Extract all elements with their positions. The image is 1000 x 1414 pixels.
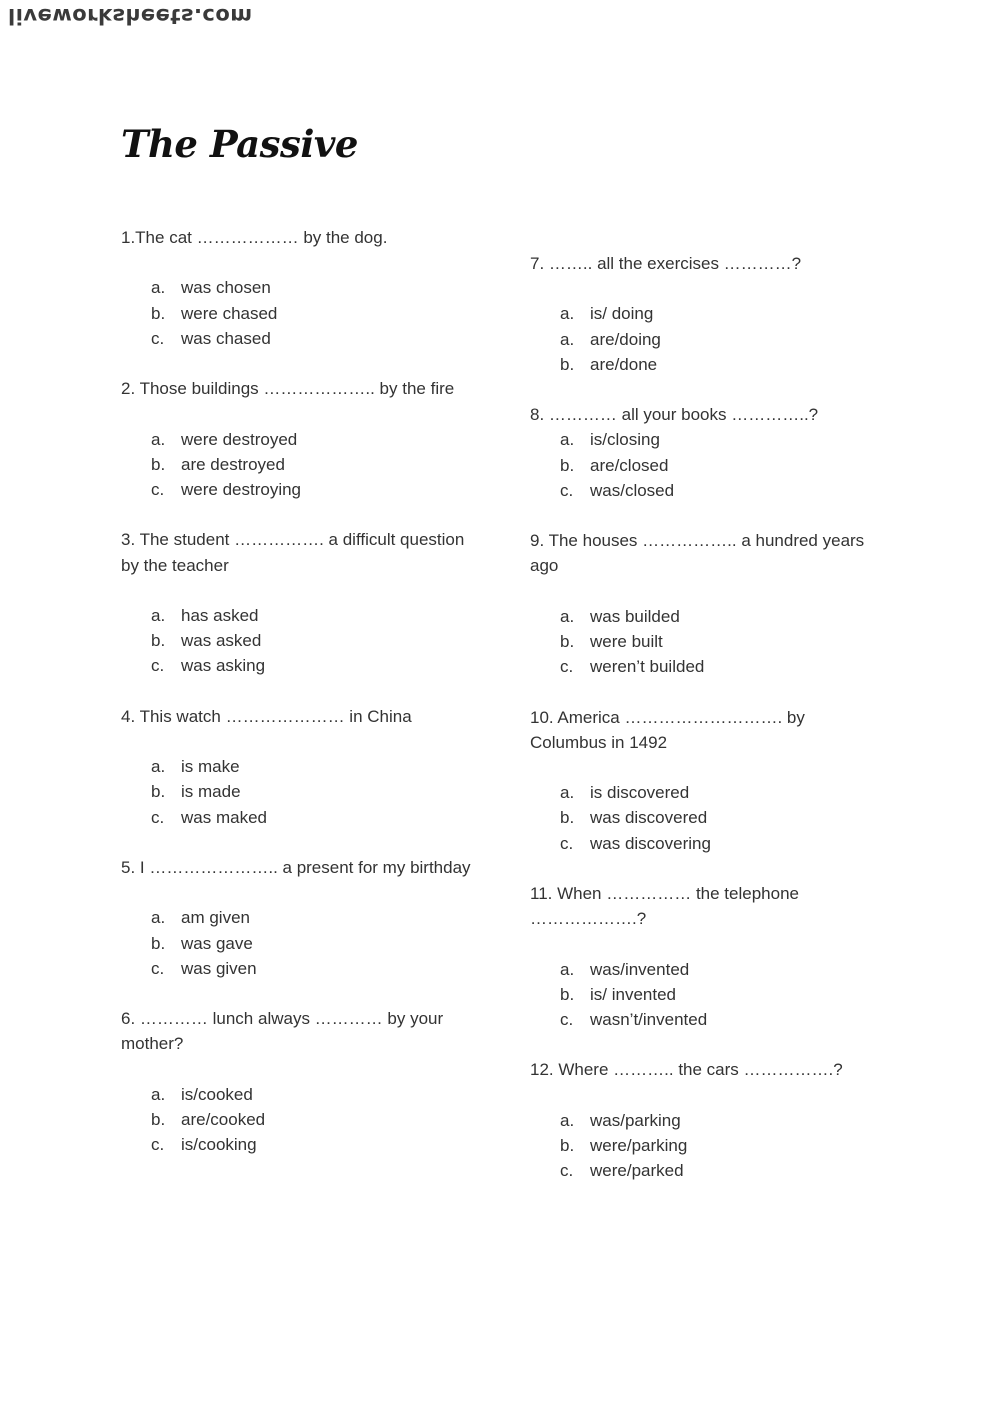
options-list: [121, 1082, 471, 1158]
option-text: wasn’t/invented: [590, 1009, 708, 1029]
option-a[interactable]: [530, 1108, 880, 1133]
option-b[interactable]: [530, 982, 880, 1007]
options-list: [530, 301, 880, 377]
question-text: 4. This watch ………………… in China: [121, 706, 412, 726]
option-c[interactable]: [121, 653, 471, 678]
option-c[interactable]: [121, 805, 471, 830]
option-letter: a.: [151, 278, 166, 298]
question-12: [530, 1057, 880, 1183]
option-text: was given: [181, 958, 257, 978]
option-letter: b.: [151, 454, 166, 474]
option-text: is make: [181, 757, 240, 777]
question-text: 3. The student ……………. a difficult question by the teacher: [121, 530, 465, 575]
option-c[interactable]: [121, 956, 471, 981]
option-b[interactable]: [121, 779, 471, 804]
question-text: 7. …….. all the exercises …………?: [530, 254, 802, 273]
option-text: is/cooked: [181, 1084, 253, 1104]
option-text: was/parking: [590, 1110, 681, 1130]
options-list: [121, 427, 471, 503]
options-list: [530, 604, 880, 680]
options-list: [530, 427, 880, 503]
question-text: 12. Where ……….. the cars …………….?: [530, 1060, 843, 1080]
option-letter: a.: [560, 329, 575, 349]
option-a[interactable]: [530, 301, 880, 326]
option-text: was chased: [181, 328, 271, 348]
option-text: is made: [181, 782, 241, 802]
question-text: 9. The houses …………….. a hundred years ago: [530, 531, 865, 576]
option-letter: a.: [560, 606, 575, 626]
option-text: are/closed: [590, 455, 669, 475]
option-c[interactable]: [121, 477, 471, 502]
option-b[interactable]: [530, 805, 880, 830]
option-text: was builded: [590, 606, 680, 626]
option-a[interactable]: [121, 905, 471, 930]
question-8: [530, 402, 880, 503]
option-letter: c.: [151, 807, 165, 827]
question-text: 5. I ………………….. a present for my birthday: [121, 857, 471, 877]
option-letter: a.: [151, 605, 166, 625]
option-b[interactable]: [121, 301, 471, 326]
option-text: was asking: [181, 656, 266, 676]
option-text: weren’t builded: [590, 657, 705, 677]
question-1: [121, 225, 471, 351]
option-letter: c.: [151, 958, 165, 978]
question-text: 8. ………… all your books …………..?: [530, 405, 819, 425]
option-b[interactable]: [121, 1107, 471, 1132]
option-b[interactable]: [121, 931, 471, 956]
question-5: [121, 855, 471, 981]
option-b[interactable]: [530, 1133, 880, 1158]
option-text: were/parking: [590, 1135, 688, 1155]
question-7: [530, 251, 880, 377]
option-letter: b.: [151, 631, 166, 651]
option-letter: a.: [560, 430, 575, 450]
option-text: was chosen: [181, 278, 271, 298]
question-10: [530, 705, 880, 856]
option-letter: b.: [560, 354, 575, 374]
option-text: were/parked: [590, 1161, 684, 1181]
option-text: is/ invented: [590, 984, 676, 1004]
question-2: [121, 376, 471, 502]
option-text: were built: [590, 631, 663, 651]
options-list: [530, 780, 880, 856]
left-column: [121, 225, 471, 1183]
option-letter: c.: [151, 1135, 165, 1155]
question-6: [121, 1006, 471, 1157]
option-c[interactable]: [530, 478, 880, 503]
option-a[interactable]: [121, 754, 471, 779]
question-9: [530, 528, 880, 679]
option-letter: c.: [151, 479, 165, 499]
option-letter: c.: [560, 657, 574, 677]
watermark: liveworksheets.com: [8, 4, 253, 28]
option-b[interactable]: [530, 453, 880, 478]
options-list: [530, 1108, 880, 1184]
option-a[interactable]: [530, 780, 880, 805]
option-text: was/invented: [590, 959, 690, 979]
option-text: are destroyed: [181, 454, 285, 474]
option-letter: b.: [560, 808, 575, 828]
option-a-2[interactable]: [530, 327, 880, 352]
option-letter: c.: [151, 328, 165, 348]
options-list: [530, 957, 880, 1033]
option-a[interactable]: [121, 275, 471, 300]
option-letter: b.: [151, 303, 166, 323]
option-letter: c.: [151, 656, 165, 676]
option-letter: b.: [560, 455, 575, 475]
option-letter: b.: [560, 631, 575, 651]
option-text: was maked: [181, 807, 267, 827]
option-text: was asked: [181, 631, 262, 651]
option-c[interactable]: [530, 1007, 880, 1032]
option-letter: b.: [151, 933, 166, 953]
option-a[interactable]: [121, 603, 471, 628]
option-c[interactable]: [530, 1158, 880, 1183]
question-text: 10. America ………………………. by Columbus in 1492: [530, 707, 805, 752]
option-b[interactable]: [530, 629, 880, 654]
option-a[interactable]: [121, 427, 471, 452]
question-text: 6. ………… lunch always ………… by your mother?: [121, 1009, 444, 1054]
question-text: 11. When …………… the telephone ……………….?: [530, 883, 799, 929]
option-text: was discovering: [590, 833, 711, 853]
option-letter: b.: [151, 1109, 166, 1129]
option-letter: c.: [560, 480, 574, 500]
option-text: has asked: [181, 605, 259, 625]
option-text: were chased: [181, 303, 278, 323]
option-letter: a.: [151, 908, 166, 928]
option-text: is discovered: [590, 783, 690, 803]
option-letter: b.: [560, 984, 575, 1004]
option-c[interactable]: [121, 326, 471, 351]
options-list: [121, 275, 471, 351]
option-text: is/closing: [590, 430, 660, 450]
options-list: [121, 603, 471, 679]
option-letter: c.: [560, 1161, 574, 1181]
question-3: [121, 527, 471, 678]
option-text: am given: [181, 908, 250, 928]
option-text: are/doing: [590, 329, 661, 349]
option-letter: c.: [560, 833, 574, 853]
option-letter: a.: [151, 429, 166, 449]
option-letter: a.: [560, 783, 575, 803]
option-a[interactable]: [530, 427, 880, 452]
option-letter: c.: [560, 1009, 574, 1029]
option-letter: a.: [151, 757, 166, 777]
option-text: was/closed: [590, 480, 675, 500]
option-text: was discovered: [590, 808, 708, 828]
option-letter: a.: [151, 1084, 166, 1104]
option-b[interactable]: [121, 452, 471, 477]
right-column: [530, 251, 880, 1209]
option-text: is/ doing: [590, 304, 654, 324]
option-a[interactable]: [530, 957, 880, 982]
question-11: [530, 881, 880, 1032]
option-c[interactable]: [530, 654, 880, 679]
option-text: are/done: [590, 354, 658, 374]
option-letter: b.: [151, 782, 166, 802]
option-a[interactable]: [121, 1082, 471, 1107]
options-list: [121, 754, 471, 830]
options-list: [121, 905, 471, 981]
option-text: was gave: [181, 933, 253, 953]
option-text: were destroying: [181, 479, 302, 499]
option-c[interactable]: [530, 831, 880, 856]
option-a[interactable]: [530, 604, 880, 629]
option-b[interactable]: [121, 628, 471, 653]
option-text: is/cooking: [181, 1135, 257, 1155]
option-letter: b.: [560, 1135, 575, 1155]
question-4: [121, 704, 471, 830]
page-title: The Passive: [121, 122, 358, 166]
option-letter: a.: [560, 959, 575, 979]
option-letter: a.: [560, 1110, 575, 1130]
option-text: were destroyed: [181, 429, 298, 449]
option-c[interactable]: [121, 1132, 471, 1157]
question-text: 2. Those buildings ……………….. by the fire: [121, 379, 455, 399]
question-text: 1.The cat ……………… by the dog.: [121, 228, 388, 247]
option-text: are/cooked: [181, 1109, 266, 1129]
option-b[interactable]: [530, 352, 880, 377]
option-letter: a.: [560, 304, 575, 324]
